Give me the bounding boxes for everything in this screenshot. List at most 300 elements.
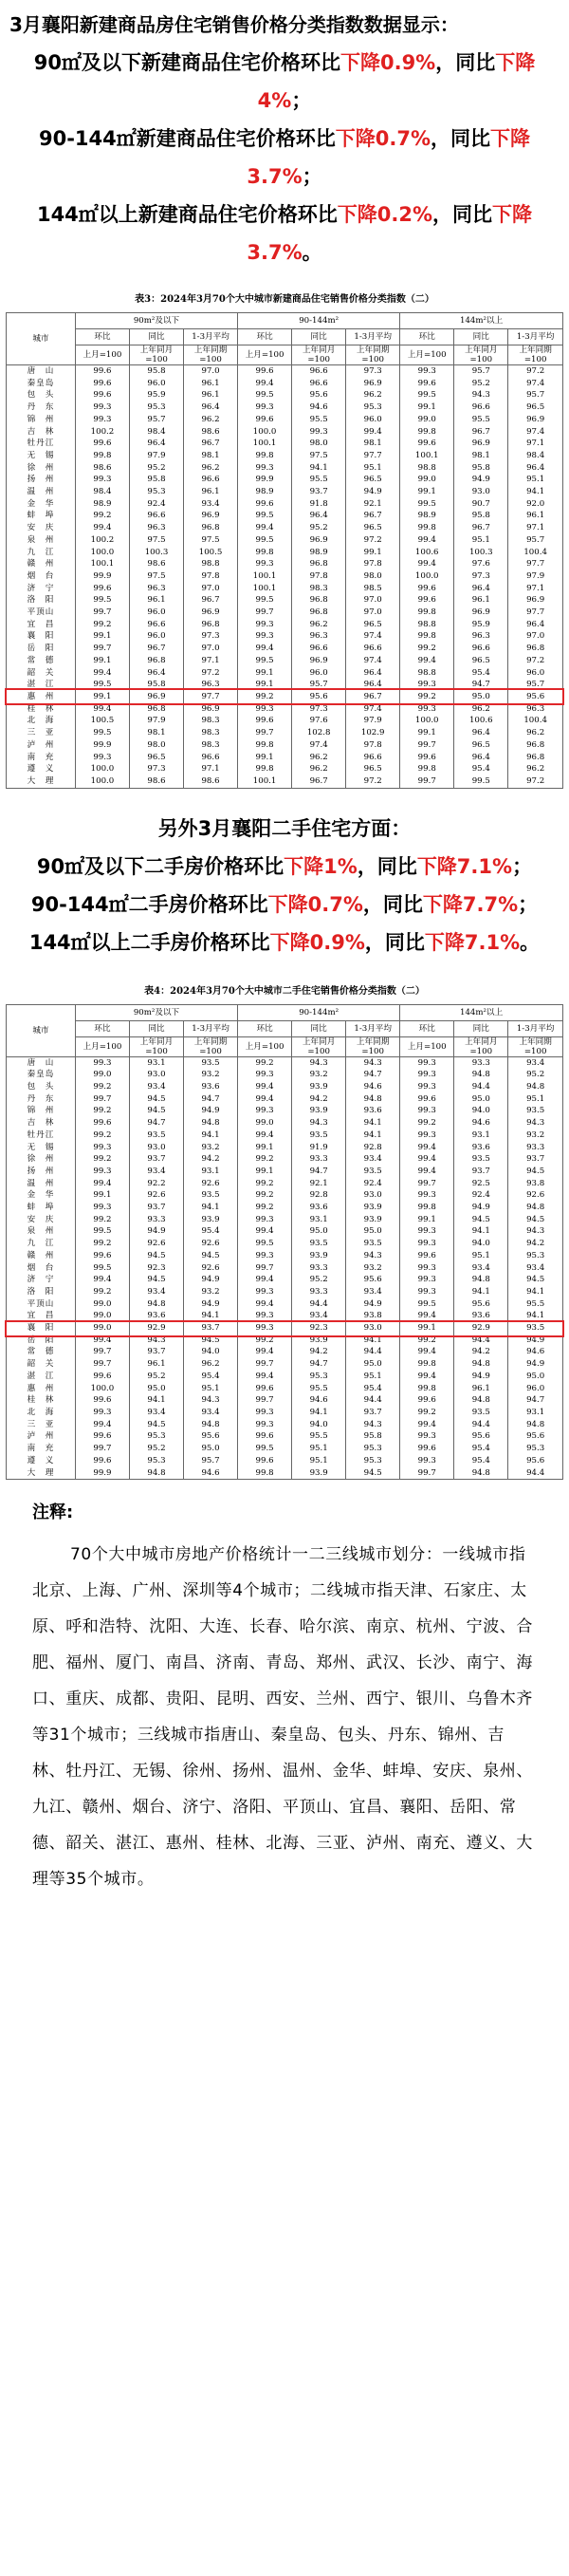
- index-cell: 99.5: [400, 498, 454, 511]
- index-cell: 99.4: [238, 1081, 292, 1093]
- index-cell: 98.9: [400, 510, 454, 522]
- index-cell: 99.3: [400, 1129, 454, 1142]
- index-cell: 99.5: [238, 389, 292, 401]
- index-cell: 99.4: [400, 1346, 454, 1358]
- table-row: [7, 1407, 563, 1419]
- index-cell: 99.1: [400, 1322, 454, 1335]
- index-cell: 99.5: [75, 1262, 129, 1275]
- index-cell: 99.1: [238, 1142, 292, 1154]
- index-cell: 99.2: [238, 1202, 292, 1214]
- index-cell: 93.5: [184, 1189, 238, 1202]
- index-cell: 96.7: [454, 426, 508, 439]
- index-cell: 99.6: [238, 1383, 292, 1395]
- index-cell: 99.5: [238, 1238, 292, 1250]
- index-cell: 99.3: [75, 1166, 129, 1178]
- index-cell: 98.9: [75, 498, 129, 511]
- index-cell: 99.6: [400, 1093, 454, 1106]
- index-cell: 100.5: [75, 715, 129, 727]
- index-cell: 102.9: [346, 727, 400, 739]
- index-cell: 99.6: [400, 1250, 454, 1262]
- mom-change: 下降1%: [284, 854, 358, 878]
- base-header: 上年同期=100: [508, 1036, 563, 1056]
- table-row: [7, 486, 563, 498]
- index-cell: 95.3: [292, 1371, 346, 1383]
- city-cell: 秦皇岛: [7, 378, 76, 390]
- index-cell: 96.7: [129, 643, 183, 655]
- table3-caption: 表3：2024年3月70个大中城市新建商品住宅销售价格分类指数（二）: [135, 294, 434, 305]
- index-cell: 99.8: [238, 547, 292, 559]
- index-cell: 94.3: [508, 1225, 563, 1238]
- index-cell: 94.1: [346, 1129, 400, 1142]
- index-cell: 94.8: [454, 1069, 508, 1081]
- index-cell: 99.3: [238, 1214, 292, 1226]
- index-cell: 94.9: [184, 1105, 238, 1117]
- index-cell: 94.8: [184, 1419, 238, 1431]
- index-cell: 100.3: [454, 547, 508, 559]
- sub-header: 同比: [292, 1020, 346, 1036]
- index-cell: 96.9: [346, 378, 400, 390]
- index-cell: 93.1: [129, 1056, 183, 1069]
- index-cell: 94.7: [184, 1093, 238, 1106]
- index-cell: 100.2: [75, 534, 129, 547]
- index-cell: 93.3: [508, 1142, 563, 1154]
- sub-header: 同比: [129, 329, 183, 345]
- table-row: [7, 414, 563, 426]
- sub-header: 环比: [238, 1020, 292, 1036]
- index-cell: 99.7: [400, 1178, 454, 1190]
- city-cell: 九 江: [7, 1238, 76, 1250]
- index-cell: 99.3: [400, 703, 454, 716]
- index-cell: 94.4: [454, 1419, 508, 1431]
- index-cell: 99.6: [75, 1371, 129, 1383]
- index-cell: 99.3: [400, 1225, 454, 1238]
- city-cell: 韶 关: [7, 667, 76, 680]
- index-cell: 93.9: [292, 1467, 346, 1480]
- index-cell: 99.2: [75, 1081, 129, 1093]
- index-cell: 93.2: [184, 1142, 238, 1154]
- index-cell: 93.6: [184, 1081, 238, 1093]
- index-cell: 97.8: [184, 570, 238, 583]
- index-cell: 99.4: [238, 1346, 292, 1358]
- index-cell: 99.3: [400, 1238, 454, 1250]
- index-cell: 99.4: [400, 558, 454, 570]
- middle-line-2: [9, 924, 560, 961]
- index-cell: 99.4: [400, 1166, 454, 1178]
- index-cell: 93.4: [346, 1153, 400, 1166]
- yoy-change: 下降7.7%: [422, 892, 519, 916]
- index-cell: 96.5: [454, 739, 508, 752]
- index-cell: 97.5: [129, 534, 183, 547]
- index-cell: 99.3: [400, 1274, 454, 1286]
- city-cell: 惠 州: [7, 691, 76, 703]
- index-cell: 98.1: [454, 450, 508, 462]
- index-cell: 95.4: [184, 1225, 238, 1238]
- table-row: [7, 619, 563, 631]
- index-cell: 99.6: [400, 1394, 454, 1407]
- table-row: [7, 1371, 563, 1383]
- index-cell: 94.5: [129, 1105, 183, 1117]
- city-header: 城市: [7, 313, 76, 365]
- line-text: ，同比: [364, 930, 425, 954]
- index-cell: 96.9: [184, 607, 238, 619]
- city-cell: 泉 州: [7, 1225, 76, 1238]
- index-cell: 93.5: [508, 1105, 563, 1117]
- notes-body: 70个大中城市房地产价格统计一二三线城市划分：一线城市指北京、上海、广州、深圳等4个城市；二线城市指天津、石家庄、太原、呼和浩特、沈阳、大连、长春、哈尔滨、南京、杭州、宁波、合肥、福州、厦门、南昌、济南、青岛、郑州、武汉、长沙、南宁、海口、重庆、成都、贵阳、昆明、西安、兰州、西宁、银川、乌鲁木齐等31个城市；三线城市指唐山、秦皇岛、包头、丹东、锦州、吉林、牡丹江、无锡、徐州、扬州、温州、金华、蚌埠、安庆、泉州、九江、赣州、烟台、济宁、洛阳、平顶山、宜昌、襄阳、岳阳、常德、韶关、湛江、惠州、桂林、北海、三亚、泸州、南充、遵义、大理等35个城市。: [32, 1545, 533, 1890]
- index-cell: 96.1: [129, 1358, 183, 1371]
- index-cell: 95.1: [454, 1250, 508, 1262]
- area-group-header: 90-144m²: [238, 313, 400, 329]
- city-cell: 平顶山: [7, 607, 76, 619]
- index-cell: 95.0: [129, 1383, 183, 1395]
- index-cell: 93.9: [184, 1214, 238, 1226]
- index-cell: 94.3: [454, 389, 508, 401]
- table-row: [7, 1262, 563, 1275]
- index-cell: 99.4: [238, 1274, 292, 1286]
- index-cell: 99.8: [75, 450, 129, 462]
- index-cell: 96.5: [129, 752, 183, 764]
- index-cell: 99.3: [75, 414, 129, 426]
- index-cell: 94.3: [292, 1056, 346, 1069]
- index-cell: 91.8: [292, 498, 346, 511]
- index-cell: 95.0: [346, 1358, 400, 1371]
- index-cell: 99.3: [75, 401, 129, 414]
- index-cell: 99.6: [400, 438, 454, 450]
- index-cell: 96.6: [454, 401, 508, 414]
- index-cell: 96.9: [508, 594, 563, 607]
- index-cell: 92.6: [184, 1262, 238, 1275]
- table-row: [7, 1189, 563, 1202]
- sub-header: 同比: [129, 1020, 183, 1036]
- base-header: 上月=100: [238, 1036, 292, 1056]
- index-cell: 95.8: [129, 474, 183, 486]
- index-cell: 99.1: [75, 630, 129, 643]
- city-cell: 秦皇岛: [7, 1069, 76, 1081]
- index-cell: 99.8: [238, 739, 292, 752]
- yoy-change: 下降3.7%: [247, 127, 531, 188]
- city-cell: 泉 州: [7, 534, 76, 547]
- table-row: [7, 630, 563, 643]
- index-cell: 99.3: [75, 1056, 129, 1069]
- index-cell: 96.6: [292, 643, 346, 655]
- index-cell: 94.2: [184, 1153, 238, 1166]
- index-cell: 94.5: [508, 1166, 563, 1178]
- index-cell: 95.9: [454, 619, 508, 631]
- table-row: [7, 1105, 563, 1117]
- city-cell: 九 江: [7, 547, 76, 559]
- index-cell: 94.0: [184, 1346, 238, 1358]
- index-cell: 96.0: [346, 414, 400, 426]
- index-cell: 95.3: [346, 1443, 400, 1455]
- city-cell: 温 州: [7, 486, 76, 498]
- index-cell: 100.3: [129, 547, 183, 559]
- line-text: 90㎡及以下新建商品住宅价格环比: [33, 51, 340, 74]
- index-cell: 99.5: [238, 510, 292, 522]
- index-cell: 93.7: [129, 1202, 183, 1214]
- city-cell: 安 庆: [7, 522, 76, 534]
- index-cell: 99.4: [238, 1225, 292, 1238]
- index-cell: 93.4: [184, 498, 238, 511]
- city-cell: 唐 山: [7, 1056, 76, 1069]
- sub-header: 环比: [238, 329, 292, 345]
- index-cell: 97.4: [508, 426, 563, 439]
- city-cell: 无 锡: [7, 1142, 76, 1154]
- city-cell: 济 宁: [7, 1274, 76, 1286]
- index-cell: 99.4: [238, 1129, 292, 1142]
- secondhand-section: [0, 789, 569, 961]
- index-cell: 93.4: [129, 1081, 183, 1093]
- city-cell: 宜 昌: [7, 619, 76, 631]
- city-cell: 湛 江: [7, 679, 76, 691]
- index-cell: 93.4: [346, 1286, 400, 1298]
- index-cell: 100.1: [238, 570, 292, 583]
- index-cell: 98.8: [400, 462, 454, 475]
- index-cell: 96.6: [129, 619, 183, 631]
- sub-header: 环比: [400, 1020, 454, 1036]
- index-cell: 96.4: [346, 679, 400, 691]
- index-cell: 94.1: [129, 1394, 183, 1407]
- index-cell: 93.6: [346, 1105, 400, 1117]
- index-cell: 94.3: [346, 1056, 400, 1069]
- table-row: [7, 607, 563, 619]
- index-cell: 98.6: [129, 558, 183, 570]
- index-cell: 99.1: [75, 655, 129, 667]
- index-cell: 99.2: [238, 1056, 292, 1069]
- index-cell: 99.3: [400, 365, 454, 378]
- index-cell: 94.5: [508, 1214, 563, 1226]
- index-cell: 99.3: [238, 703, 292, 716]
- yoy-change: 下降7.1%: [416, 854, 513, 878]
- index-cell: 98.4: [129, 426, 183, 439]
- city-cell: 锦 州: [7, 414, 76, 426]
- index-cell: 99.4: [75, 1178, 129, 1190]
- index-cell: 97.7: [508, 607, 563, 619]
- index-cell: 92.8: [346, 1142, 400, 1154]
- index-cell: 95.1: [508, 1093, 563, 1106]
- index-cell: 99.7: [400, 775, 454, 788]
- index-cell: 97.0: [508, 630, 563, 643]
- index-cell: 94.5: [184, 1335, 238, 1347]
- index-cell: 99.6: [75, 1394, 129, 1407]
- index-cell: 94.9: [129, 1225, 183, 1238]
- index-cell: 96.8: [184, 619, 238, 631]
- index-cell: 94.1: [508, 1286, 563, 1298]
- index-cell: 92.5: [454, 1178, 508, 1190]
- city-cell: 大 理: [7, 1467, 76, 1480]
- index-cell: 96.4: [292, 510, 346, 522]
- base-header: 上年同期=100: [346, 345, 400, 365]
- index-cell: 100.0: [75, 775, 129, 788]
- city-cell: 赣 州: [7, 558, 76, 570]
- index-cell: 94.1: [508, 486, 563, 498]
- sub-header: 环比: [75, 1020, 129, 1036]
- city-cell: 大 理: [7, 775, 76, 788]
- index-cell: 99.3: [400, 1262, 454, 1275]
- index-cell: 94.1: [454, 1286, 508, 1298]
- index-cell: 93.7: [292, 486, 346, 498]
- index-cell: 94.8: [129, 1467, 183, 1480]
- index-cell: 96.8: [508, 752, 563, 764]
- index-cell: 98.9: [238, 486, 292, 498]
- index-cell: 93.5: [129, 1129, 183, 1142]
- table-row: [7, 1093, 563, 1106]
- index-cell: 99.7: [400, 1467, 454, 1480]
- index-cell: 94.6: [346, 1081, 400, 1093]
- index-cell: 97.9: [129, 450, 183, 462]
- index-cell: 99.4: [400, 1371, 454, 1383]
- index-cell: 96.1: [508, 510, 563, 522]
- index-cell: 96.9: [184, 703, 238, 716]
- index-cell: 99.1: [238, 752, 292, 764]
- index-cell: 93.8: [346, 1310, 400, 1322]
- table-row: [7, 1286, 563, 1298]
- index-cell: 99.2: [238, 1335, 292, 1347]
- city-cell: 温 州: [7, 1178, 76, 1190]
- line-text: ，同比: [431, 127, 491, 150]
- index-cell: 95.6: [454, 1430, 508, 1443]
- index-cell: 92.4: [129, 498, 183, 511]
- index-cell: 93.4: [508, 1262, 563, 1275]
- line-end: 。: [302, 241, 322, 264]
- index-cell: 95.6: [454, 1298, 508, 1311]
- index-cell: 99.3: [400, 1081, 454, 1093]
- index-cell: 99.5: [75, 679, 129, 691]
- index-cell: 92.2: [129, 1178, 183, 1190]
- area-group-header: 90m²及以下: [75, 313, 237, 329]
- index-cell: 96.8: [129, 655, 183, 667]
- mom-change: 下降0.9%: [269, 930, 365, 954]
- index-cell: 99.6: [238, 715, 292, 727]
- index-cell: 96.7: [184, 594, 238, 607]
- index-cell: 97.0: [184, 583, 238, 595]
- index-cell: 99.6: [75, 438, 129, 450]
- index-cell: 99.4: [238, 1371, 292, 1383]
- index-cell: 96.8: [508, 643, 563, 655]
- index-cell: 99.1: [346, 547, 400, 559]
- index-cell: 93.1: [454, 1129, 508, 1142]
- index-cell: 96.1: [184, 389, 238, 401]
- index-cell: 94.1: [292, 462, 346, 475]
- index-cell: 99.4: [75, 1419, 129, 1431]
- mom-change: 下降0.2%: [337, 203, 433, 226]
- table-row: [7, 1142, 563, 1154]
- index-cell: 93.9: [292, 1335, 346, 1347]
- table-row: [7, 703, 563, 716]
- index-cell: 94.7: [129, 1117, 183, 1129]
- index-cell: 99.1: [400, 1214, 454, 1226]
- index-cell: 98.3: [292, 583, 346, 595]
- table-row: [7, 450, 563, 462]
- index-cell: 95.2: [508, 1069, 563, 1081]
- notes-title: 注释:: [32, 1503, 74, 1523]
- base-header: 上年同期=100: [346, 1036, 400, 1056]
- index-cell: 96.1: [454, 1383, 508, 1395]
- index-cell: 99.7: [75, 1358, 129, 1371]
- city-cell: 徐 州: [7, 1153, 76, 1166]
- index-cell: 97.5: [184, 534, 238, 547]
- index-cell: 96.2: [184, 414, 238, 426]
- index-cell: 100.1: [238, 775, 292, 788]
- table-row: [7, 655, 563, 667]
- index-cell: 99.2: [75, 510, 129, 522]
- index-cell: 94.3: [292, 1117, 346, 1129]
- base-header: 上月=100: [75, 1036, 129, 1056]
- city-cell: 襄 阳: [7, 1322, 76, 1335]
- index-cell: 98.8: [400, 667, 454, 680]
- index-cell: 96.4: [454, 727, 508, 739]
- index-cell: 98.0: [129, 739, 183, 752]
- table-row: [7, 1081, 563, 1093]
- index-cell: 98.3: [184, 715, 238, 727]
- city-cell: 无 锡: [7, 450, 76, 462]
- yoy-change: 下降3.7%: [247, 203, 533, 264]
- index-cell: 100.5: [184, 547, 238, 559]
- city-cell: 泸 州: [7, 1430, 76, 1443]
- index-cell: 99.1: [400, 486, 454, 498]
- index-cell: 95.2: [292, 1274, 346, 1286]
- index-cell: 93.3: [292, 1153, 346, 1166]
- city-cell: 三 亚: [7, 1419, 76, 1431]
- index-cell: 93.5: [292, 1129, 346, 1142]
- table-row: [7, 1274, 563, 1286]
- index-cell: 99.6: [238, 1430, 292, 1443]
- index-cell: 96.6: [346, 643, 400, 655]
- index-cell: 94.0: [292, 1419, 346, 1431]
- area-group-header: 90-144m²: [238, 1004, 400, 1020]
- index-cell: 95.7: [508, 679, 563, 691]
- index-cell: 93.0: [129, 1069, 183, 1081]
- index-cell: 97.8: [346, 558, 400, 570]
- index-cell: 95.6: [346, 1274, 400, 1286]
- index-cell: 99.2: [400, 1335, 454, 1347]
- index-cell: 97.2: [184, 667, 238, 680]
- table-row: [7, 739, 563, 752]
- index-cell: 94.8: [454, 1467, 508, 1480]
- index-cell: 95.5: [292, 1430, 346, 1443]
- index-cell: 94.8: [346, 1093, 400, 1106]
- index-cell: 99.5: [238, 1443, 292, 1455]
- index-cell: 99.3: [238, 630, 292, 643]
- index-cell: 93.5: [508, 1322, 563, 1335]
- index-cell: 96.6: [129, 510, 183, 522]
- index-cell: 96.5: [346, 474, 400, 486]
- index-cell: 99.8: [400, 522, 454, 534]
- index-cell: 96.5: [346, 619, 400, 631]
- table-row: [7, 583, 563, 595]
- index-cell: 99.6: [400, 594, 454, 607]
- index-cell: 99.3: [400, 1430, 454, 1443]
- table-row: [7, 510, 563, 522]
- index-cell: 99.8: [400, 1383, 454, 1395]
- table-row: [7, 1443, 563, 1455]
- index-cell: 95.6: [508, 1455, 563, 1467]
- index-cell: 98.1: [184, 450, 238, 462]
- index-cell: 98.0: [292, 438, 346, 450]
- index-cell: 99.1: [400, 727, 454, 739]
- index-cell: 95.5: [292, 474, 346, 486]
- table-row: [7, 1153, 563, 1166]
- index-cell: 95.3: [129, 1430, 183, 1443]
- index-cell: 94.5: [129, 1274, 183, 1286]
- line-text: 144㎡以上二手房价格环比: [28, 930, 270, 954]
- table-row: [7, 498, 563, 511]
- index-cell: 99.8: [238, 763, 292, 775]
- index-cell: 99.4: [75, 703, 129, 716]
- index-cell: 97.3: [184, 630, 238, 643]
- city-cell: 安 庆: [7, 1214, 76, 1226]
- table-row: [7, 1117, 563, 1129]
- index-cell: 95.6: [292, 389, 346, 401]
- table-row: [7, 691, 563, 703]
